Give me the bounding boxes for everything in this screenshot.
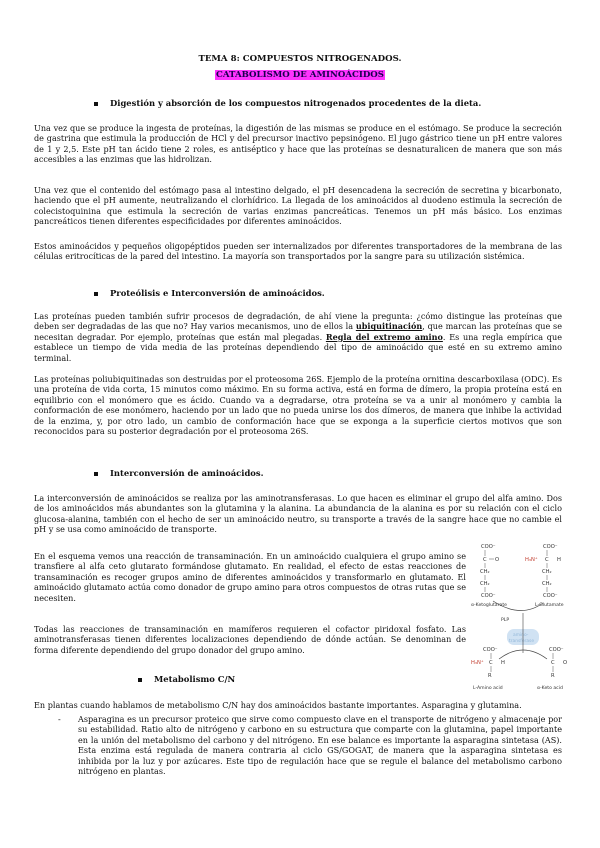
fig-akg-ch2-1: CH₂ <box>480 569 490 575</box>
fig-akg-c: C <box>483 557 487 563</box>
fig-glu-coo: COO⁻ <box>543 544 558 550</box>
fig-glu-h: H <box>557 557 561 563</box>
fig-keto-o: O <box>563 660 568 666</box>
fig-aa-h3n: H₃N⁺ <box>471 660 484 666</box>
fig-keto-r: R <box>551 673 555 679</box>
bullet-icon <box>94 472 98 476</box>
list-dash: - <box>58 714 61 724</box>
fig-keto-coo: COO⁻ <box>549 647 564 653</box>
section-heading-proteolysis: Proteólisis e Interconversión de aminoácidos. <box>94 288 325 298</box>
fig-akg-ch2-2: CH₂ <box>480 581 490 587</box>
paragraph-aminotransferases: La interconversión de aminoácidos se realiza por las aminotransferasas. Lo que hacen es eliminar el grupo del alfa amino. Dos de los aminoácidos más abundantes son la glutamina y la alanina. La abundancia de la alanina es por su relación con el ciclo glucosa-alanina, también con el hecho de ser un aminoácido neutro, su transporte a través de la sangre hace que no cambie el pH y se usa como aminoácido de transporte. <box>34 493 562 535</box>
fig-glu-c: C <box>545 557 549 563</box>
section-heading-cn-metabolism: Metabolismo C/N <box>138 674 235 684</box>
fig-label-keto-acid: α-Keto acid <box>537 686 563 691</box>
fig-label-glu: L-Glutamate <box>535 603 564 608</box>
transamination-scheme <box>471 541 577 696</box>
paragraph-transamination: En el esquema vemos una reacción de transaminación. En un aminoácido cualquiera el grupo amino se transfiere al alfa ceto glutarato formándose glutamato. En realidad, el efecto de estas reacciones de transaminación es recoger grupos amino de diferentes aminoácidos y transformarlo en glutamato. El aminoácido glutamato actúa como donador de grupo amino para otros compuestos de otras rutas que se necesiten. <box>34 551 466 603</box>
fig-glu-h3n: H₃N⁺ <box>525 557 538 563</box>
bullet-icon <box>138 678 142 682</box>
bullet-icon <box>94 292 98 296</box>
fig-aa-c: C <box>489 660 493 666</box>
paragraph-proteasome: Las proteínas poliubiquitinadas son destruidas por el proteosoma 26S. Ejemplo de la proteína ornitina descarboxilasa (ODC). Es una proteína de vida corta, 15 minutos como máximo. En su forma activa, está en forma de dímero, la propia proteína está en equilibrio con el monómero que es ácido. Cuando va a degradarse, otra proteína se va a unir al monómero y cambia la conformación de ese monómero, haciendo por un lado que no pueda unirse los dos dímeros, de manera que inhibe la actividad de la enzima, y, por otro lado, un cambio de conformación hace que se exponga a la superficie ciertos motivos que son reconocidos para su posterior degradación por el proteosoma 26S. <box>34 374 562 437</box>
list-item-asparagine: Asparagina es un precursor proteico que sirve como compuesto clave en el transporte de nitrógeno y almacenaje por su estabilidad. Ratio alto de nitrógeno y carbono en su estructura que comparte con la glutamina, papel importante en la unión del metabolismo del carbono y del nitrógeno. En ese balance es importante la asparagina sintetasa (AS). Esta enzima está regulada de manera contraria al ciclo GS/GOGAT, de manera que la asparagina sintetasa es inhibida por la luz y por azúcares. Este tipo de regulación hace que se regule el balance del metabolismo carbono nitrógeno en plantas. <box>78 714 562 777</box>
ubiquitination-term: ubiquitinación <box>355 321 423 332</box>
section-heading-interconversion: Interconversión de aminoácidos. <box>94 468 264 478</box>
fig-glu-ch2-1: CH₂ <box>542 569 552 575</box>
fig-akg-coo-2: COO⁻ <box>481 593 496 599</box>
section-heading-digestion: Digestión y absorción de los compuestos nitrogenados procedentes de la dieta. <box>94 98 481 108</box>
fig-glu-ch2-2: CH₂ <box>542 581 552 587</box>
fig-label-akg: α-Ketoglutarate <box>471 603 507 608</box>
fig-aa-coo: COO⁻ <box>483 647 498 653</box>
bullet-icon <box>94 102 98 106</box>
paragraph-absorption: Estos aminoácidos y pequeños oligopéptidos pueden ser internalizados por diferentes transportadores de la membrana de las células eritrocíticas de la pared del intestino. La mayoría son transportados por la sangre para su utilización sistémica. <box>34 241 562 262</box>
fig-aa-r: R <box>488 673 492 679</box>
fig-glu-coo-2: COO⁻ <box>543 593 558 599</box>
fig-akg-o: O <box>495 557 500 563</box>
document-title: TEMA 8: COMPUESTOS NITROGENADOS. <box>198 54 402 64</box>
paragraph-digestion-intestine: Una vez que el contenido del estómago pasa al intestino delgado, el pH desencadena la secreción de secretina y bicarbonato, haciendo que el pH aumente, neutralizando el clorhídrico. La llegada de los aminoácidos al duodeno estimula la secreción de colecistoquinina que estimula la secreción de varias enzimas pancreáticas. Tenemos un pH más básico. Los enzimas pancreáticos tienen diferentes especificidades por diferentes aminoácidos. <box>34 185 562 227</box>
paragraph-cn-intro: En plantas cuando hablamos de metabolismo C/N hay dos aminoácidos bastante importantes. Asparagina y glutamina. <box>34 700 522 710</box>
paragraph-ubiquitination: Las proteínas pueden también sufrir procesos de degradación, de ahí viene la pregunta: ¿cómo distingue las proteínas que deben ser degradadas de las que no? Hay varios mecanismos, uno de ellos la ubiquitinación, que marcan las proteínas que se necesitan degradar. Por ejemplo, proteínas que están mal plegadas. Regla del extremo amino. Es una regla empírica que establece un tiempo de vida media de las proteínas dependiendo del tipo de aminoácido que esté en su extremo amino terminal. <box>34 311 562 363</box>
paragraph-pyridoxal-phosphate: Todas las reacciones de transaminación en mamíferos requieren el cofactor piridoxal fosfato. Las aminotransferasas tienen diferentes localizaciones dependiendo de dónde actúan. Se denominan de forma diferente dependiendo del grupo donador del grupo amino. <box>34 624 466 655</box>
fig-akg-coo: COO⁻ <box>481 544 496 550</box>
n-end-rule-term: Regla del extremo amino <box>325 331 443 342</box>
paragraph-digestion-stomach: Una vez que se produce la ingesta de proteínas, la digestión de las mismas se produce en el estómago. Se produce la secreción de gastrina que estimula la producción de HCl y del precursor inactivo pepsinógeno. El jugo gástrico tiene un pH entre valores de 1 y 2,5. Este pH tan ácido tiene 2 roles, es antiséptico y hace que las proteínas se desnaturalicen de manera que son más accesibles a las enzimas que las hidrolizan. <box>34 123 562 165</box>
fig-label-plp: PLP <box>501 618 510 623</box>
fig-keto-c: C <box>551 660 555 666</box>
fig-label-amino-acid: L-Amino acid <box>473 686 503 691</box>
document-subtitle: CATABOLISMO DE AMINOÁCIDOS <box>215 70 384 80</box>
fig-aa-h: H <box>501 660 505 666</box>
